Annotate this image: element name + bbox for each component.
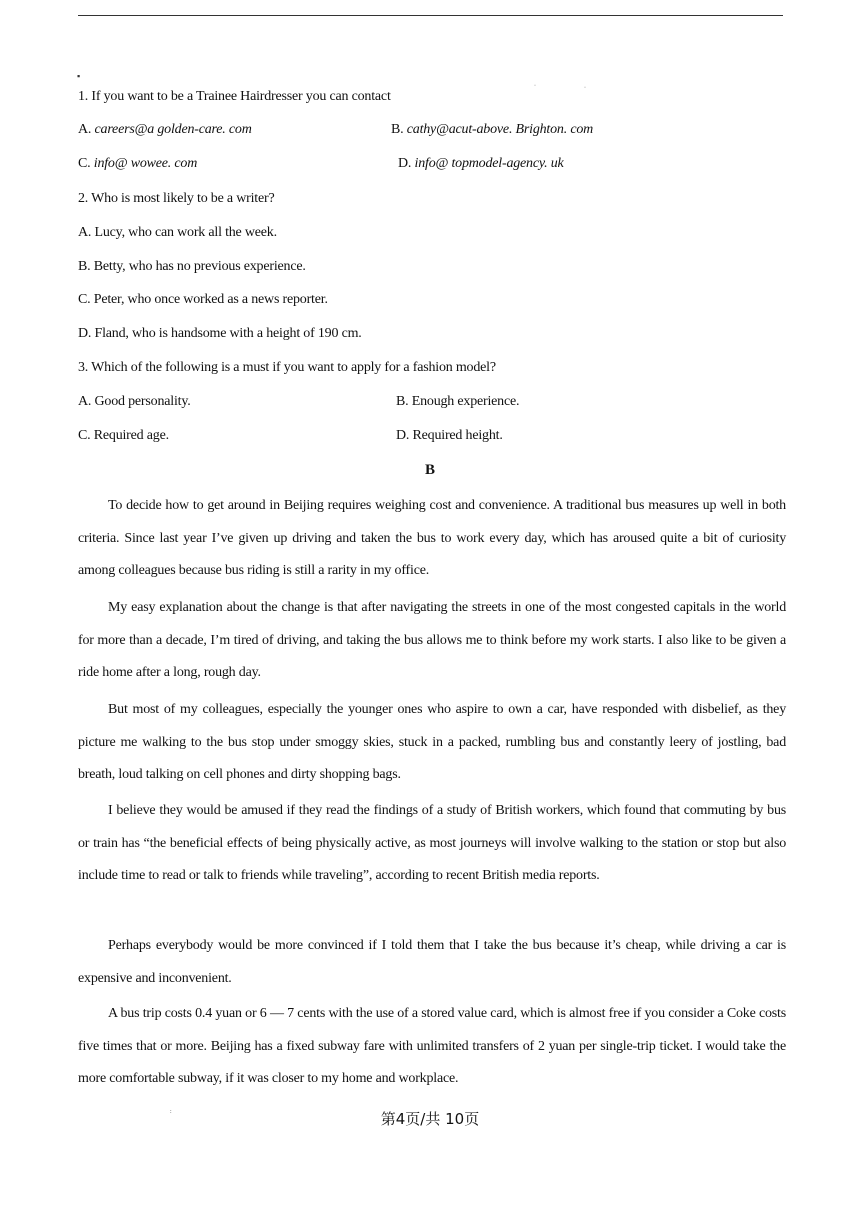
question-2-option-c: C. Peter, who once worked as a news reporter. (78, 292, 328, 307)
question-2-option-a: A. Lucy, who can work all the week. (78, 225, 277, 240)
option-email: cathy@acut-above. Brighton. com (406, 122, 594, 137)
option-email: careers@a golden-care. com (94, 122, 252, 137)
question-2-option-d: D. Fland, who is handsome with a height of 190 cm. (78, 326, 362, 341)
page-number-footer: 第4页/共 10页 (380, 1110, 480, 1128)
option-letter: A. (78, 122, 95, 137)
question-1-stem: 1. If you want to be a Trainee Hairdresser you can contact (78, 89, 391, 104)
scan-speck: · (534, 83, 536, 89)
question-3-option-d: D. Required height. (396, 428, 503, 443)
passage-paragraph-5: Perhaps everybody would be more convinced if I told them that I take the bus because it’s cheap, while driving a car is expensive and inconvenient. (78, 938, 786, 986)
passage-paragraph-4: I believe they would be amused if they read the findings of a study of British workers, which found that commuting by bus or train has “the beneficial effects of being physically active, as most journeys will involve walking to the station or stop but also include time to read or talk to friends while traveling”, according to recent British media reports. (78, 803, 786, 883)
question-2-option-b: B. Betty, who has no previous experience. (78, 259, 306, 274)
question-1-option-a (78, 121, 252, 139)
scan-speck: · (584, 85, 586, 91)
passage-paragraph-2: My easy explanation about the change is that after navigating the streets in one of the most congested capitals in the world for more than a decade, I’m tired of driving, and taking the bus allows me to think before my work starts. I also like to be given a ride home after a long, rough day. (78, 600, 786, 680)
passage-paragraph-3: But most of my colleagues, especially the younger ones who aspire to own a car, have responded with disbelief, as they picture me walking to the bus stop under smoggy skies, stuck in a packed, rumbling bus and constantly leery of jostling, bad breath, loud talking on cell phones and dirty shopping bags. (78, 702, 786, 782)
question-1-option-b (391, 121, 593, 139)
scan-speck: : (170, 1109, 172, 1115)
question-3-stem: 3. Which of the following is a must if you want to apply for a fashion model? (78, 360, 496, 375)
header-rule (78, 15, 783, 16)
option-letter: C. (78, 156, 94, 171)
option-email: info@ wowee. com (93, 156, 198, 171)
scan-speck: ▪ (77, 71, 81, 81)
question-3-option-c: C. Required age. (78, 428, 169, 443)
question-1-option-c (78, 155, 197, 173)
option-email: info@ topmodel-agency. uk (414, 156, 564, 171)
passage-paragraph-6: A bus trip costs 0.4 yuan or 6 — 7 cents with the use of a stored value card, which is almost free if you consider a Coke costs five times that or more. Beijing has a fixed subway fare with unlimited transfers of 2 yuan per single-trip ticket. I would take the more comfortable subway, if it was closer to my home and workplace. (78, 1006, 786, 1086)
option-letter: B. (391, 122, 407, 137)
passage-paragraph-1: To decide how to get around in Beijing requires weighing cost and convenience. A traditional bus measures up well in both criteria. Since last year I’ve given up driving and taken the bus to work every day, which has aroused quite a bit of curiosity among colleagues because bus riding is still a rarity in my office. (78, 498, 786, 578)
section-b-title: B (424, 462, 435, 478)
question-3-option-a: A. Good personality. (78, 394, 191, 409)
question-2-stem: 2. Who is most likely to be a writer? (78, 191, 275, 206)
question-1-option-d (398, 155, 564, 173)
question-3-option-b: B. Enough experience. (396, 394, 520, 409)
option-letter: D. (398, 156, 415, 171)
